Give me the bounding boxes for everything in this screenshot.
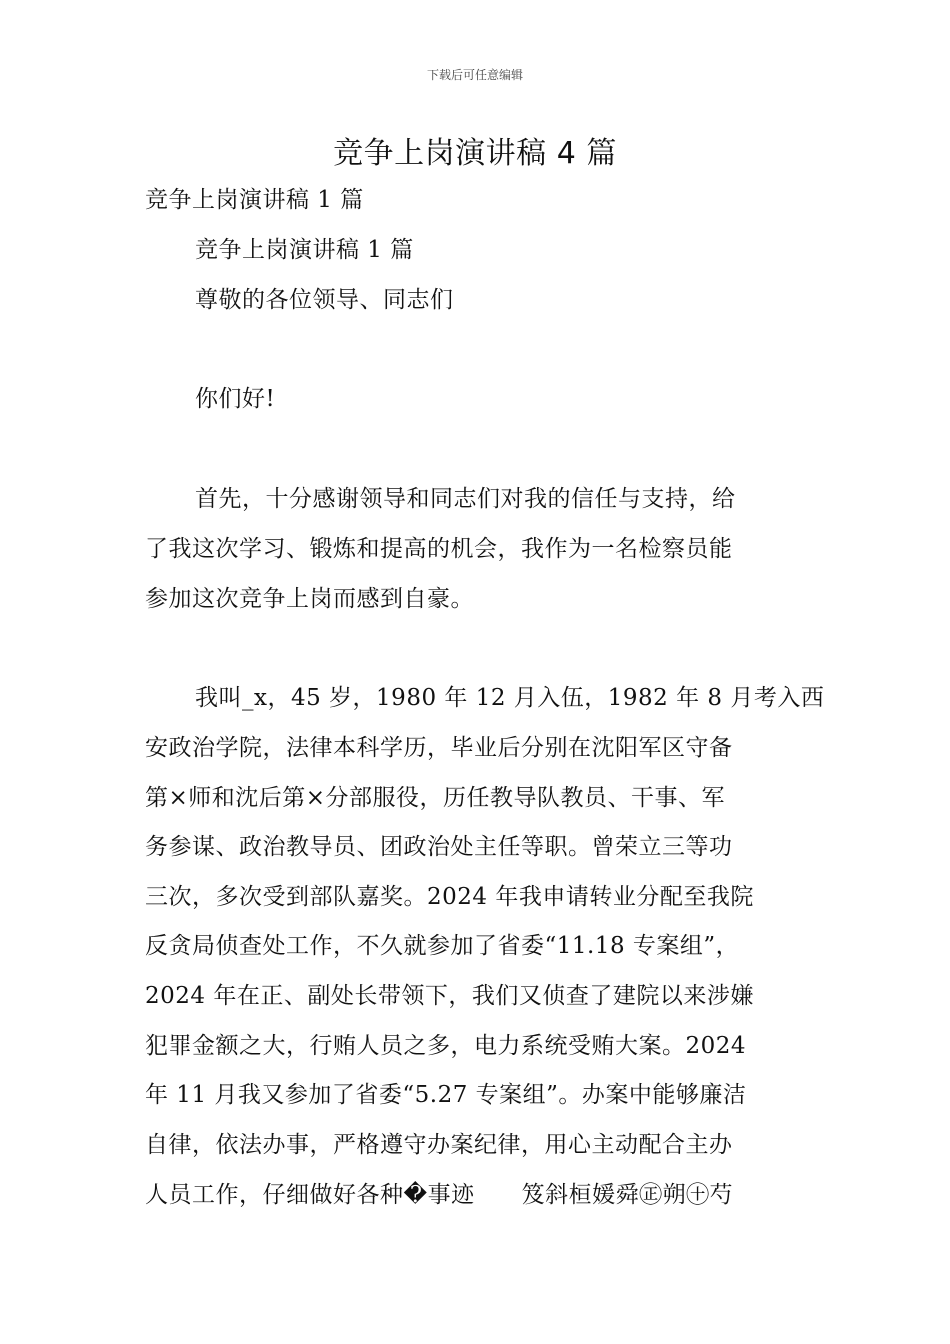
greeting: 你们好! <box>195 386 276 412</box>
paragraph-line: 年 11 月我又参加了省委“5.27 专案组”。办案中能够廉洁 <box>145 1082 747 1108</box>
paragraph-line: 自律，依法办事，严格遵守办案纪律，用心主动配合主办 <box>145 1132 733 1158</box>
paragraph-line: 2024 年在正、副处长带领下，我们又侦查了建院以来涉嫌 <box>145 983 754 1009</box>
paragraph-line: 务参谋、政治教导员、团政治处主任等职。曾荣立三等功 <box>145 834 733 860</box>
paragraph-line: 反贪局侦查处工作，不久就参加了省委“11.18 专案组”， <box>145 933 740 959</box>
page-header-note: 下载后可任意编辑 <box>426 68 523 82</box>
section-title: 竞争上岗演讲稿 1 篇 <box>195 237 414 263</box>
paragraph-line: 了我这次学习、锻炼和提高的机会，我作为一名检察员能 <box>145 536 733 562</box>
paragraph-line: 参加这次竞争上岗而感到自豪。 <box>145 586 474 612</box>
paragraph-line: 第×师和沈后第×分部服役，历任教导队教员、干事、军 <box>145 785 726 811</box>
paragraph-line: 犯罪金额之大，行贿人员之多，电力系统受贿大案。2024 <box>145 1033 747 1059</box>
paragraph-line: 首先，十分感谢领导和同志们对我的信任与支持，给 <box>195 486 736 512</box>
paragraph-line: 安政治学院，法律本科学历，毕业后分别在沈阳军区守备 <box>145 735 733 761</box>
document-title: 竞争上岗演讲稿 4 篇 <box>333 136 617 171</box>
paragraph-line: 三次，多次受到部队嘉奖。2024 年我申请转业分配至我院 <box>145 884 754 910</box>
document-subtitle: 竞争上岗演讲稿 1 篇 <box>145 187 364 213</box>
salutation: 尊敬的各位领导、同志们 <box>195 287 454 313</box>
paragraph-line: 我叫_x，45 岁，1980 年 12 月入伍，1982 年 8 月考入西 <box>195 685 825 711</box>
paragraph-line: 人员工作，仔细做好各种�事迹 笈斜桓媛舜㊣朔㊉芍 <box>145 1182 734 1208</box>
